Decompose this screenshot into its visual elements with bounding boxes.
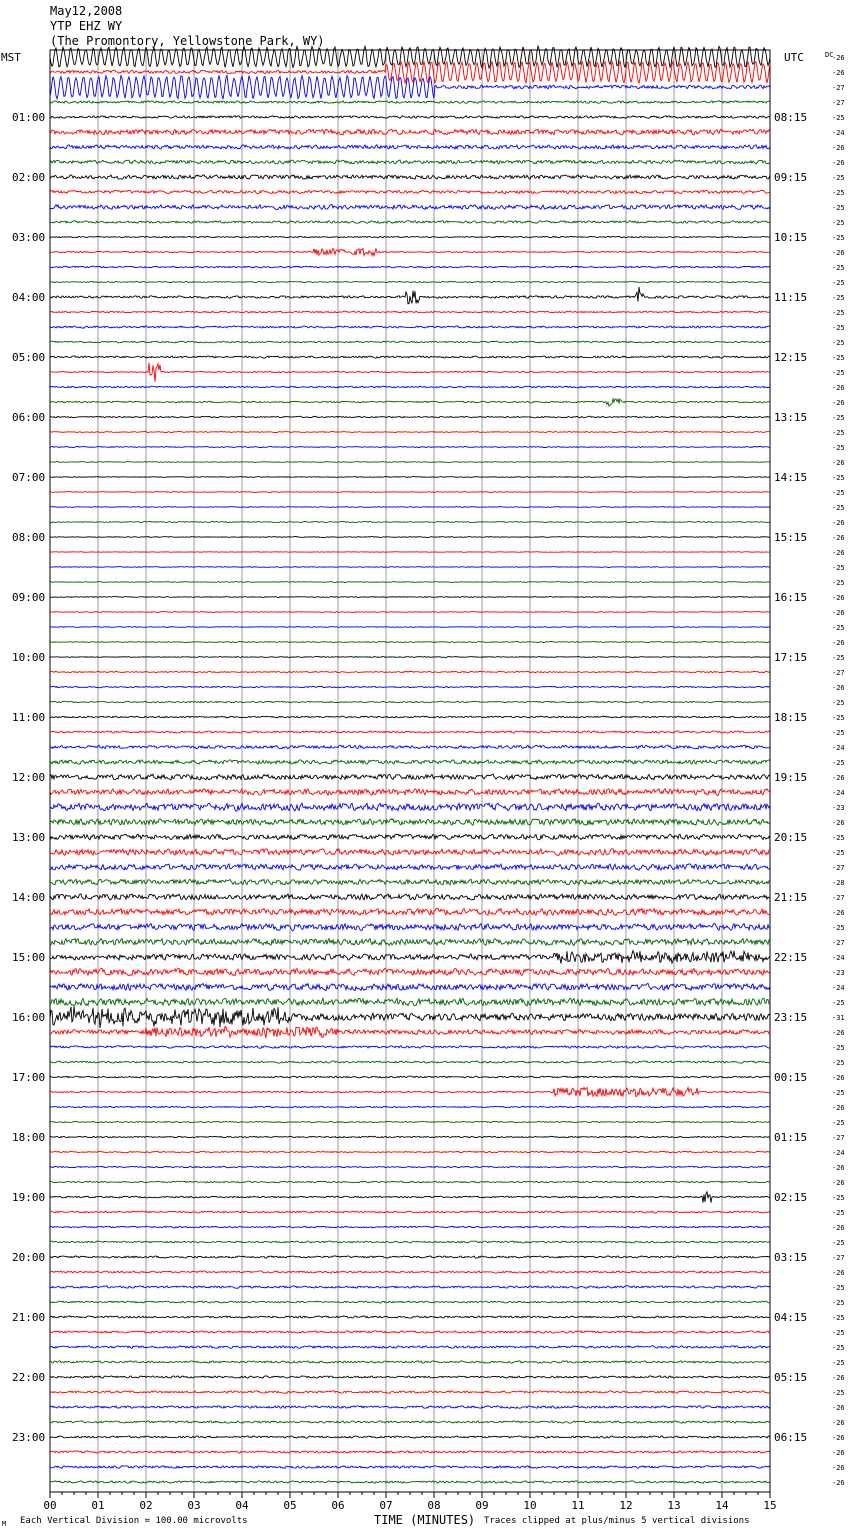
trace-line [50, 1286, 770, 1289]
dc-offset-label: -26 [832, 1479, 845, 1487]
right-hour-label: 15:15 [774, 531, 808, 544]
trace-line [50, 341, 770, 343]
trace-line [50, 1166, 770, 1168]
chart-location: (The Promontory, Yellowstone Park, WY) [50, 34, 325, 48]
trace-line [50, 311, 770, 313]
trace-line [50, 731, 770, 733]
dc-offset-label: -25 [832, 444, 845, 452]
left-hour-label: 06:00 [12, 411, 46, 424]
trace-line [50, 909, 770, 916]
right-hour-label: 05:15 [774, 1371, 808, 1384]
dc-offset-label: -26 [832, 399, 845, 407]
trace-line [50, 612, 770, 613]
dc-offset-label: -26 [832, 684, 845, 692]
trace-line [50, 1256, 770, 1258]
dc-offset-label: -26 [832, 549, 845, 557]
left-hour-label: 09:00 [12, 591, 46, 604]
x-tick-label: 08 [427, 1499, 441, 1512]
trace-line [50, 386, 770, 388]
corner-mark: M [2, 1520, 7, 1528]
left-hour-label: 01:00 [12, 111, 46, 124]
trace-line [50, 399, 770, 406]
trace-line [50, 1346, 770, 1349]
trace-line [50, 1181, 770, 1183]
trace-line [50, 686, 770, 688]
trace-line [50, 983, 770, 990]
trace-line [50, 1087, 770, 1096]
dc-offset-label: -23 [832, 804, 845, 812]
trace-line [50, 1421, 770, 1423]
trace-line [50, 129, 770, 135]
dc-offset-label: -24 [832, 789, 845, 797]
dc-offset-label: -26 [832, 459, 845, 467]
trace-line [50, 145, 770, 149]
x-tick-label: 10 [523, 1499, 537, 1512]
trace-line [50, 671, 770, 672]
dc-offset-label: -25 [832, 1359, 845, 1367]
trace-line [50, 1316, 770, 1318]
right-hour-label: 11:15 [774, 291, 808, 304]
left-hour-label: 03:00 [12, 231, 46, 244]
x-tick-label: 04 [235, 1499, 249, 1512]
trace-line [50, 46, 770, 68]
dc-offset-label: -28 [832, 879, 845, 887]
x-tick-label: 14 [715, 1499, 729, 1512]
dc-offset-label: -25 [832, 1044, 845, 1052]
left-hour-label: 10:00 [12, 651, 46, 664]
trace-line [50, 1376, 770, 1378]
dc-offset-label: -25 [832, 1284, 845, 1292]
right-hour-label: 18:15 [774, 711, 808, 724]
left-timezone-label: MST [1, 51, 21, 64]
trace-line [50, 492, 770, 493]
trace-line [50, 431, 770, 432]
dc-offset-label: -25 [832, 1239, 845, 1247]
dc-offset-label: -26 [832, 519, 845, 527]
right-hour-label: 01:15 [774, 1131, 808, 1144]
left-hour-label: 13:00 [12, 831, 46, 844]
dc-offset-label: -26 [832, 249, 845, 257]
right-timezone-label: UTC [784, 51, 804, 64]
dc-offset-label: -25 [832, 264, 845, 272]
trace-line [50, 1211, 770, 1213]
dc-offset-label: -25 [832, 579, 845, 587]
right-hour-label: 14:15 [774, 471, 808, 484]
dc-offset-label: -25 [832, 1389, 845, 1397]
dc-offset-label: -26 [832, 534, 845, 542]
dc-offset-label: -25 [832, 234, 845, 242]
dc-offset-label: -25 [832, 279, 845, 287]
trace-line [50, 582, 770, 583]
trace-line [50, 552, 770, 553]
trace-line [50, 760, 770, 764]
trace-line [50, 803, 770, 811]
trace-line [50, 1046, 770, 1049]
left-hour-label: 19:00 [12, 1191, 46, 1204]
trace-line [50, 716, 770, 718]
x-tick-label: 07 [379, 1499, 393, 1512]
trace-line [50, 1136, 770, 1138]
right-hour-label: 21:15 [774, 891, 808, 904]
trace-line [50, 416, 770, 418]
dc-offset-label: -26 [832, 1434, 845, 1442]
dc-offset-label: -26 [832, 144, 845, 152]
dc-offset-label: -25 [832, 324, 845, 332]
dc-offset-label: -27 [832, 99, 845, 107]
chart-date: May12,2008 [50, 4, 123, 18]
left-hour-label: 11:00 [12, 711, 46, 724]
trace-line [50, 1301, 770, 1303]
dc-offset-label: -25 [832, 1089, 845, 1097]
trace-line [50, 1192, 770, 1203]
trace-line [50, 1121, 770, 1122]
trace-line [50, 968, 770, 975]
dc-offset-label: -26 [832, 384, 845, 392]
dc-offset-label: -26 [832, 1419, 845, 1427]
x-tick-label: 12 [619, 1499, 633, 1512]
trace-line [50, 1331, 770, 1333]
trace-line [50, 101, 770, 104]
dc-offset-label: -26 [832, 159, 845, 167]
right-hour-label: 00:15 [774, 1071, 808, 1084]
right-hour-label: 09:15 [774, 171, 808, 184]
left-hour-label: 22:00 [12, 1371, 46, 1384]
dc-offset-label: -26 [832, 1464, 845, 1472]
trace-line [50, 1271, 770, 1273]
x-tick-label: 15 [763, 1499, 777, 1512]
trace-line [50, 160, 770, 164]
trace-line [50, 951, 770, 964]
left-hour-label: 05:00 [12, 351, 46, 364]
trace-line [50, 363, 770, 382]
trace-line [50, 190, 770, 194]
trace-line [50, 287, 770, 304]
trace-line [50, 205, 770, 210]
dc-offset-label: -25 [832, 174, 845, 182]
dc-offset-label: -26 [832, 1074, 845, 1082]
trace-line [50, 701, 770, 703]
trace-line [50, 834, 770, 840]
right-hour-label: 20:15 [774, 831, 808, 844]
dc-offset-label: -25 [832, 414, 845, 422]
x-tick-label: 01 [91, 1499, 105, 1512]
dc-offset-label: -25 [832, 369, 845, 377]
right-hour-label: 23:15 [774, 1011, 808, 1024]
vertical-division-note: Each Vertical Division = 100.00 microvolts [20, 1516, 248, 1526]
dc-offset-label: -25 [832, 699, 845, 707]
trace-line [50, 642, 770, 643]
trace-line [50, 236, 770, 237]
trace-line [50, 477, 770, 478]
dc-offset-label: -27 [832, 864, 845, 872]
right-hour-label: 13:15 [774, 411, 808, 424]
trace-line [50, 745, 770, 749]
right-hour-label: 06:15 [774, 1431, 808, 1444]
dc-offset-label: -25 [832, 624, 845, 632]
dc-offset-label: -27 [832, 1254, 845, 1262]
dc-offset-label: -25 [832, 1314, 845, 1322]
right-hour-label: 04:15 [774, 1311, 808, 1324]
trace-line [50, 1406, 770, 1409]
trace-line [50, 939, 770, 946]
dc-offset-label: -25 [832, 294, 845, 302]
trace-line [50, 1061, 770, 1063]
left-hour-label: 12:00 [12, 771, 46, 784]
dc-offset-label: -27 [832, 939, 845, 947]
dc-offset-label: -25 [832, 339, 845, 347]
trace-line [50, 1076, 770, 1078]
trace-line [50, 774, 770, 780]
trace-line [50, 1391, 770, 1394]
left-hour-label: 21:00 [12, 1311, 46, 1324]
right-hour-label: 03:15 [774, 1251, 808, 1264]
trace-line [50, 221, 770, 224]
dc-offset-label: -25 [832, 1209, 845, 1217]
x-axis-label: TIME (MINUTES) [374, 1513, 476, 1527]
x-tick-label: 11 [571, 1499, 585, 1512]
x-tick-label: 06 [331, 1499, 345, 1512]
left-hour-label: 02:00 [12, 171, 46, 184]
left-hour-label: 17:00 [12, 1071, 46, 1084]
trace-line [50, 116, 770, 119]
dc-offset-label: -25 [832, 1119, 845, 1127]
trace-line [50, 326, 770, 328]
trace-line [50, 1436, 770, 1438]
clip-note: Traces clipped at plus/minus 5 vertical divisions [484, 1516, 750, 1526]
x-tick-label: 05 [283, 1499, 297, 1512]
trace-line [50, 567, 770, 568]
trace-line [50, 537, 770, 538]
dc-offset-label: -26 [832, 1404, 845, 1412]
left-hour-label: 15:00 [12, 951, 46, 964]
dc-offset-label: -25 [832, 999, 845, 1007]
dc-offset-label: -24 [832, 129, 845, 137]
dc-offset-label: -25 [832, 504, 845, 512]
dc-offset-label: -25 [832, 189, 845, 197]
dc-offset-label: -26 [832, 1179, 845, 1187]
left-hour-label: 16:00 [12, 1011, 46, 1024]
trace-line [50, 657, 770, 658]
dc-offset-label: -26 [832, 909, 845, 917]
trace-line [50, 789, 770, 796]
dc-offset-label: -25 [832, 1299, 845, 1307]
dc-offset-label: -24 [832, 1149, 845, 1157]
dc-offset-label: -24 [832, 954, 845, 962]
x-tick-label: 00 [43, 1499, 57, 1512]
dc-offset-label: -26 [832, 639, 845, 647]
dc-offset-label: -25 [832, 759, 845, 767]
trace-line [50, 1026, 770, 1038]
dc-offset-label: -25 [832, 834, 845, 842]
left-hour-label: 14:00 [12, 891, 46, 904]
right-hour-label: 22:15 [774, 951, 808, 964]
x-tick-label: 09 [475, 1499, 489, 1512]
dc-offset-label: -27 [832, 84, 845, 92]
trace-line [50, 266, 770, 268]
dc-offset-label: -26 [832, 1449, 845, 1457]
trace-line [50, 1106, 770, 1108]
right-hour-label: 17:15 [774, 651, 808, 664]
dc-offset-label: -24 [832, 984, 845, 992]
dc-offset-label: -26 [832, 1164, 845, 1172]
chart-station: YTP EHZ WY [50, 19, 123, 33]
trace-line [50, 597, 770, 598]
x-tick-label: 02 [139, 1499, 153, 1512]
trace-line [50, 1006, 770, 1028]
dc-offset-label: -25 [832, 309, 845, 317]
dc-offset-label: -25 [832, 654, 845, 662]
dc-offset-label: -26 [832, 1104, 845, 1112]
dc-offset-label: -25 [832, 1344, 845, 1352]
dc-offset-label: -26 [832, 609, 845, 617]
dc-offset-label: -24 [832, 744, 845, 752]
trace-line [50, 864, 770, 870]
right-hour-label: 08:15 [774, 111, 808, 124]
dc-offset-label: -26 [832, 1269, 845, 1277]
trace-line [50, 924, 770, 931]
trace-line [50, 849, 770, 856]
dc-offset-label: -26 [832, 69, 845, 77]
trace-line [50, 447, 770, 448]
trace-line [50, 1361, 770, 1363]
trace-line [50, 356, 770, 358]
dc-offset-label: -25 [832, 1059, 845, 1067]
right-hour-label: 19:15 [774, 771, 808, 784]
trace-line [50, 521, 770, 522]
right-hour-label: 10:15 [774, 231, 808, 244]
dc-offset-label: -25 [832, 204, 845, 212]
dc-offset-label: -26 [832, 54, 845, 62]
dc-offset-label: -25 [832, 474, 845, 482]
dc-offset-label: -25 [832, 219, 845, 227]
dc-offset-label: -25 [832, 114, 845, 122]
dc-offset-label: -25 [832, 924, 845, 932]
dc-offset-label: -25 [832, 729, 845, 737]
left-hour-label: 04:00 [12, 291, 46, 304]
right-hour-label: 02:15 [774, 1191, 808, 1204]
dc-offset-label: -26 [832, 1224, 845, 1232]
x-tick-label: 03 [187, 1499, 201, 1512]
trace-line [50, 1151, 770, 1153]
right-hour-label: 16:15 [774, 591, 808, 604]
trace-line [50, 998, 770, 1006]
trace-line [50, 462, 770, 463]
trace-line [50, 879, 770, 885]
dc-offset-label: -25 [832, 714, 845, 722]
trace-line [50, 248, 770, 255]
dc-offset-label: -27 [832, 894, 845, 902]
dc-offset-label: -26 [832, 819, 845, 827]
dc-offset-label: -31 [832, 1014, 845, 1022]
left-hour-label: 20:00 [12, 1251, 46, 1264]
left-hour-label: 07:00 [12, 471, 46, 484]
dc-offset-label: -27 [832, 1134, 845, 1142]
dc-offset-label: -26 [832, 594, 845, 602]
trace-line [50, 1226, 770, 1228]
trace-line [50, 1481, 770, 1483]
dc-offset-label: -25 [832, 1194, 845, 1202]
dc-offset-label: -25 [832, 354, 845, 362]
dc-header: DC [825, 51, 834, 59]
right-hour-label: 12:15 [774, 351, 808, 364]
dc-offset-label: -25 [832, 1329, 845, 1337]
dc-offset-label: -27 [832, 669, 845, 677]
trace-line [50, 1451, 770, 1453]
x-tick-label: 13 [667, 1499, 681, 1512]
dc-offset-label: -25 [832, 429, 845, 437]
trace-line [50, 1466, 770, 1469]
dc-offset-label: -26 [832, 1374, 845, 1382]
trace-line [50, 1241, 770, 1243]
dc-offset-label: -23 [832, 969, 845, 977]
left-hour-label: 18:00 [12, 1131, 46, 1144]
trace-line [50, 627, 770, 628]
dc-offset-label: -26 [832, 774, 845, 782]
trace-line [50, 175, 770, 179]
dc-offset-label: -25 [832, 564, 845, 572]
trace-line [50, 507, 770, 508]
dc-offset-label: -25 [832, 849, 845, 857]
trace-line [50, 894, 770, 900]
left-hour-label: 23:00 [12, 1431, 46, 1444]
trace-line [50, 819, 770, 826]
dc-offset-label: -25 [832, 489, 845, 497]
dc-offset-label: -26 [832, 1029, 845, 1037]
left-hour-label: 08:00 [12, 531, 46, 544]
trace-line [50, 281, 770, 282]
